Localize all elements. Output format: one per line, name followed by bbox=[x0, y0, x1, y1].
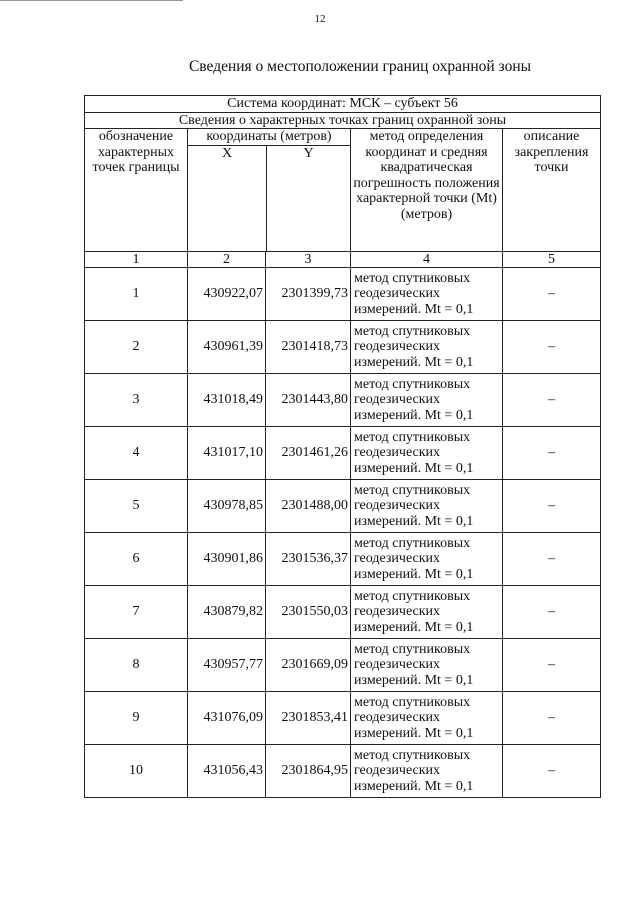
x-coordinate-cell: 430957,77 bbox=[188, 639, 266, 692]
method-line: геодезических bbox=[354, 445, 441, 461]
y-coordinate-cell: 2301418,73 bbox=[266, 321, 351, 374]
method-line: измерений. Mt = 0,1 bbox=[354, 619, 474, 635]
page-number: 12 bbox=[314, 13, 326, 25]
y-coordinate-cell: 2301669,09 bbox=[266, 639, 351, 692]
x-coordinate-cell: 430922,07 bbox=[188, 268, 266, 321]
description-cell: – bbox=[503, 321, 601, 374]
point-id-cell: 9 bbox=[85, 692, 188, 745]
header-method: метод определения координат и средняя квадратическая погрешность положения характерной точки (Mt) (метров) bbox=[351, 129, 503, 252]
column-number: 4 bbox=[351, 251, 503, 268]
coordinate-system-row bbox=[85, 96, 601, 113]
section-row bbox=[85, 112, 601, 129]
point-id-cell: 4 bbox=[85, 427, 188, 480]
table-row bbox=[85, 374, 601, 427]
method-line: метод спутниковых bbox=[354, 588, 471, 604]
method-line: измерений. Mt = 0,1 bbox=[354, 725, 474, 741]
y-coordinate-cell: 2301853,41 bbox=[266, 692, 351, 745]
x-coordinate-cell: 430978,85 bbox=[188, 480, 266, 533]
description-cell: – bbox=[503, 586, 601, 639]
column-number: 2 bbox=[188, 251, 266, 268]
x-coordinate-cell: 431017,10 bbox=[188, 427, 266, 480]
x-coordinate-cell: 430879,82 bbox=[188, 586, 266, 639]
header-y: Y bbox=[303, 145, 314, 161]
point-id-cell: 5 bbox=[85, 480, 188, 533]
y-coordinate-cell: 2301864,95 bbox=[266, 745, 351, 798]
method-line: метод спутниковых bbox=[354, 694, 471, 710]
column-number: 5 bbox=[503, 251, 601, 268]
y-coordinate-cell: 2301488,00 bbox=[266, 480, 351, 533]
description-cell: – bbox=[503, 480, 601, 533]
description-cell: – bbox=[503, 268, 601, 321]
method-line: метод спутниковых bbox=[354, 270, 471, 286]
x-coordinate-cell: 431076,09 bbox=[188, 692, 266, 745]
method-cell bbox=[351, 586, 503, 639]
coordinate-system-cell: Система координат: МСК – субъект 56 bbox=[85, 96, 601, 113]
point-id-cell: 2 bbox=[85, 321, 188, 374]
description-cell: – bbox=[503, 427, 601, 480]
method-line: геодезических bbox=[354, 339, 441, 355]
method-line: измерений. Mt = 0,1 bbox=[354, 778, 474, 794]
header-description: описание закрепления точки bbox=[503, 129, 601, 252]
column-numbers-row bbox=[85, 251, 601, 268]
method-line: метод спутниковых bbox=[354, 641, 471, 657]
top-rule bbox=[0, 0, 183, 1]
method-line: метод спутниковых bbox=[354, 429, 471, 445]
table-row bbox=[85, 268, 601, 321]
document-title: Сведения о местоположении границ охранной зоны bbox=[188, 58, 532, 75]
y-coordinate-cell: 2301461,26 bbox=[266, 427, 351, 480]
header-point-id: обозначение характерных точек границы bbox=[85, 129, 188, 252]
table-row bbox=[85, 427, 601, 480]
point-id-cell: 6 bbox=[85, 533, 188, 586]
method-cell bbox=[351, 639, 503, 692]
method-cell bbox=[351, 480, 503, 533]
x-coordinate-cell: 430901,86 bbox=[188, 533, 266, 586]
table-row bbox=[85, 586, 601, 639]
method-line: измерений. Mt = 0,1 bbox=[354, 672, 474, 688]
method-line: измерений. Mt = 0,1 bbox=[354, 354, 474, 370]
table-row bbox=[85, 321, 601, 374]
y-coordinate-cell: 2301536,37 bbox=[266, 533, 351, 586]
column-number: 1 bbox=[85, 251, 188, 268]
table-row bbox=[85, 639, 601, 692]
method-cell bbox=[351, 268, 503, 321]
method-cell bbox=[351, 692, 503, 745]
header-coords-label: координаты (метров) bbox=[188, 129, 350, 146]
method-line: метод спутниковых bbox=[354, 323, 471, 339]
method-line: измерений. Mt = 0,1 bbox=[354, 460, 474, 476]
point-id-cell: 7 bbox=[85, 586, 188, 639]
point-id-cell: 10 bbox=[85, 745, 188, 798]
method-line: измерений. Mt = 0,1 bbox=[354, 566, 474, 582]
method-line: измерений. Mt = 0,1 bbox=[354, 513, 474, 529]
description-cell: – bbox=[503, 374, 601, 427]
method-cell bbox=[351, 427, 503, 480]
point-id-cell: 8 bbox=[85, 639, 188, 692]
section-cell: Сведения о характерных точках границ охранной зоны bbox=[85, 112, 601, 129]
x-coordinate-cell: 431018,49 bbox=[188, 374, 266, 427]
y-coordinate-cell: 2301399,73 bbox=[266, 268, 351, 321]
point-id-cell: 1 bbox=[85, 268, 188, 321]
header-row bbox=[85, 129, 601, 252]
method-cell bbox=[351, 321, 503, 374]
method-line: метод спутниковых bbox=[354, 535, 471, 551]
table-row bbox=[85, 480, 601, 533]
method-line: геодезических bbox=[354, 392, 441, 408]
method-line: геодезических bbox=[354, 763, 441, 779]
description-cell: – bbox=[503, 639, 601, 692]
column-number: 3 bbox=[266, 251, 351, 268]
method-line: геодезических bbox=[354, 604, 441, 620]
method-line: измерений. Mt = 0,1 bbox=[354, 301, 474, 317]
method-line: метод спутниковых bbox=[354, 482, 471, 498]
method-cell bbox=[351, 745, 503, 798]
method-line: геодезических bbox=[354, 551, 441, 567]
point-id-cell: 3 bbox=[85, 374, 188, 427]
description-cell: – bbox=[503, 533, 601, 586]
y-coordinate-cell: 2301443,80 bbox=[266, 374, 351, 427]
description-cell: – bbox=[503, 692, 601, 745]
table-row bbox=[85, 745, 601, 798]
method-line: геодезических bbox=[354, 498, 441, 514]
method-line: геодезических bbox=[354, 286, 441, 302]
header-x: X bbox=[188, 146, 267, 251]
method-cell bbox=[351, 533, 503, 586]
description-cell: – bbox=[503, 745, 601, 798]
x-coordinate-cell: 431056,43 bbox=[188, 745, 266, 798]
method-line: геодезических bbox=[354, 657, 441, 673]
method-line: метод спутниковых bbox=[354, 747, 471, 763]
table-row bbox=[85, 692, 601, 745]
method-line: метод спутниковых bbox=[354, 376, 471, 392]
method-line: геодезических bbox=[354, 710, 441, 726]
method-line: измерений. Mt = 0,1 bbox=[354, 407, 474, 423]
method-cell bbox=[351, 374, 503, 427]
x-coordinate-cell: 430961,39 bbox=[188, 321, 266, 374]
header-coords bbox=[188, 129, 351, 252]
boundary-points-table bbox=[84, 95, 601, 798]
y-coordinate-cell: 2301550,03 bbox=[266, 586, 351, 639]
table-row bbox=[85, 533, 601, 586]
